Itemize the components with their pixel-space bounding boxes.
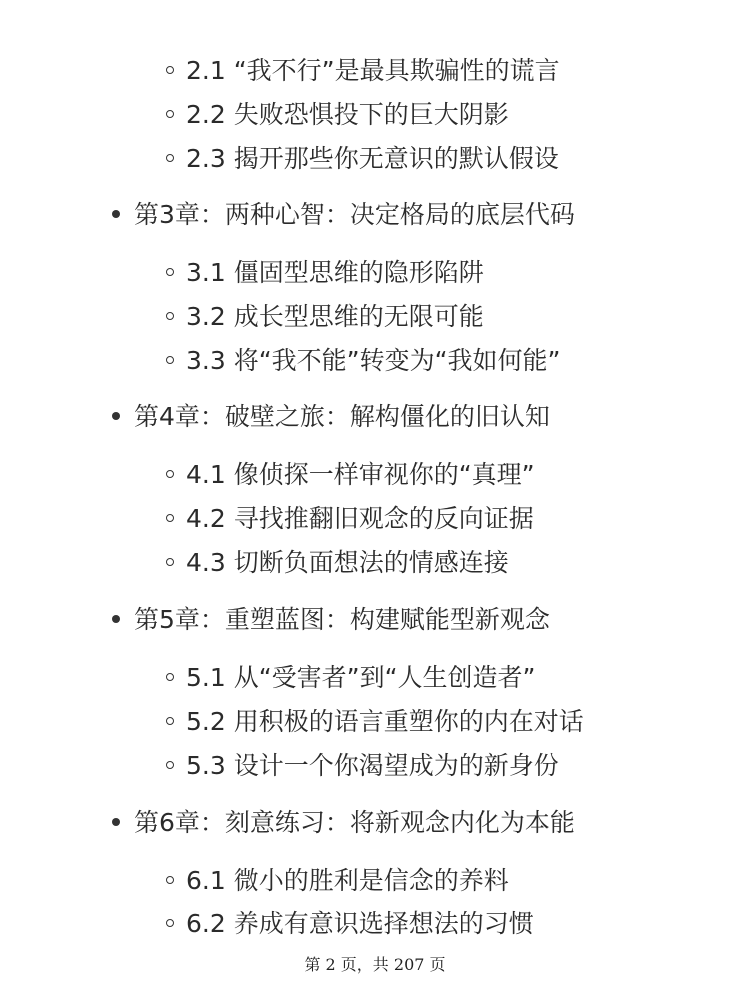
- filled-bullet-icon: [112, 210, 120, 218]
- toc-section-2-3: [166, 144, 559, 174]
- toc-section-2-1: [166, 56, 560, 86]
- toc-chapter-label: 第5章：重塑蓝图：构建赋能型新观念: [134, 605, 550, 634]
- toc-section-label: 4.1 像侦探一样审视你的“真理”: [186, 460, 535, 489]
- hollow-bullet-icon: [166, 268, 174, 276]
- toc-section-label: 2.1 “我不行”是最具欺骗性的谎言: [186, 56, 560, 85]
- toc-section-label: 2.3 揭开那些你无意识的默认假设: [186, 144, 559, 173]
- toc-section-label: 4.2 寻找推翻旧观念的反向证据: [186, 504, 534, 533]
- toc-section-label: 6.1 微小的胜利是信念的养料: [186, 866, 509, 895]
- toc-section-3-2: [166, 302, 484, 332]
- hollow-bullet-icon: [166, 110, 174, 118]
- toc-section-3-3: [166, 346, 561, 376]
- toc-section-5-3: [166, 751, 559, 781]
- toc-section-label: 3.2 成长型思维的无限可能: [186, 302, 484, 331]
- toc-chapter-label: 第3章：两种心智：决定格局的底层代码: [134, 200, 575, 229]
- hollow-bullet-icon: [166, 717, 174, 725]
- toc-section-label: 5.1 从“受害者”到“人生创造者”: [186, 663, 536, 692]
- toc-chapter-label: 第6章：刻意练习：将新观念内化为本能: [134, 808, 575, 837]
- toc-section-label: 3.1 僵固型思维的隐形陷阱: [186, 258, 484, 287]
- toc-chapter-3: [112, 200, 575, 230]
- toc-section-4-3: [166, 548, 509, 578]
- hollow-bullet-icon: [166, 673, 174, 681]
- toc-section-6-2: [166, 909, 534, 939]
- toc-section-2-2: [166, 100, 509, 130]
- filled-bullet-icon: [112, 615, 120, 623]
- hollow-bullet-icon: [166, 312, 174, 320]
- hollow-bullet-icon: [166, 356, 174, 364]
- hollow-bullet-icon: [166, 761, 174, 769]
- toc-section-5-2: [166, 707, 584, 737]
- hollow-bullet-icon: [166, 470, 174, 478]
- filled-bullet-icon: [112, 412, 120, 420]
- toc-section-label: 2.2 失败恐惧投下的巨大阴影: [186, 100, 509, 129]
- filled-bullet-icon: [112, 818, 120, 826]
- toc-section-label: 4.3 切断负面想法的情感连接: [186, 548, 509, 577]
- toc-section-label: 5.3 设计一个你渴望成为的新身份: [186, 751, 559, 780]
- toc-section-4-2: [166, 504, 534, 534]
- toc-section-label: 6.2 养成有意识选择想法的习惯: [186, 909, 534, 938]
- toc-chapter-5: [112, 605, 550, 635]
- toc-chapter-4: [112, 402, 550, 432]
- toc-section-6-1: [166, 866, 509, 896]
- page-footer: 第 2 页，共 207 页: [304, 955, 446, 974]
- hollow-bullet-icon: [166, 514, 174, 522]
- hollow-bullet-icon: [166, 154, 174, 162]
- toc-section-label: 5.2 用积极的语言重塑你的内在对话: [186, 707, 584, 736]
- hollow-bullet-icon: [166, 558, 174, 566]
- toc-chapter-label: 第4章：破壁之旅：解构僵化的旧认知: [134, 402, 550, 431]
- toc-section-5-1: [166, 663, 536, 693]
- hollow-bullet-icon: [166, 876, 174, 884]
- toc-section-3-1: [166, 258, 484, 288]
- toc-chapter-6: [112, 808, 575, 838]
- toc-section-4-1: [166, 460, 535, 490]
- toc-section-label: 3.3 将“我不能”转变为“我如何能”: [186, 346, 561, 375]
- hollow-bullet-icon: [166, 66, 174, 74]
- hollow-bullet-icon: [166, 919, 174, 927]
